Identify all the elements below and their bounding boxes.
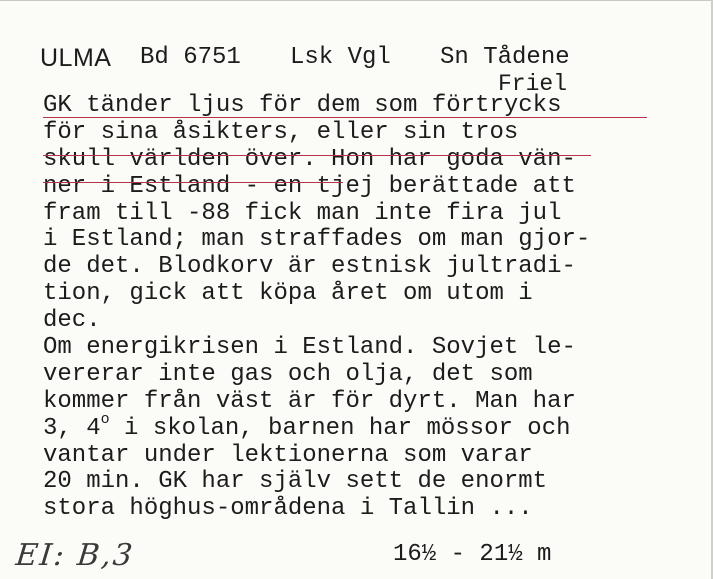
text-line: kommer från väst är för dyrt. Man har [43, 387, 576, 415]
text-line: dec. [43, 307, 101, 335]
text-line: Om energikrisen i Estland. Sovjet le- [43, 334, 576, 362]
temp-suffix: i skolan, barnen har mössor och [109, 414, 571, 442]
card-top-edge [0, 0, 713, 3]
socken: Sn Tådene [440, 44, 570, 71]
card-header [0, 44, 713, 97]
archive-name: ULMA [40, 44, 112, 72]
red-underline [43, 117, 647, 118]
card-body-text [43, 93, 703, 523]
text-line: för sina åsikters, eller sin tros [43, 118, 519, 146]
text-line: vantar under lektionerna som varar [43, 441, 533, 469]
text-line: skull världen över. Hon har goda vän- [43, 145, 576, 173]
red-underline [43, 182, 343, 183]
red-underline [43, 155, 591, 156]
handwritten-classification: EI: B,3 [14, 538, 136, 573]
socken-extra: Friel [498, 71, 568, 97]
text-line: 20 min. GK har själv sett de enormt [43, 468, 548, 496]
timing-range: 16½ - 21½ m [393, 541, 552, 568]
text-line: i Estland; man straffades om man gjor- [43, 226, 591, 254]
text-line: fram till -88 fick man inte fira jul [43, 199, 562, 227]
landskap: Lsk Vgl [290, 44, 391, 71]
text-line: ner i Estland - en tjej berättade att [43, 172, 576, 200]
text-line: stora höghus-områdena i Tallin ... [43, 495, 533, 523]
text-line: tion, gick att köpa året om utom i [43, 280, 533, 308]
text-line: de det. Blodkorv är estnisk jultradi- [43, 253, 576, 281]
signum: Bd 6751 [140, 44, 241, 71]
degree-mark: o [100, 410, 110, 428]
text-line: GK tänder ljus för dem som förtrycks [43, 92, 562, 119]
temp-prefix: 3, 4 [43, 414, 101, 442]
text-line: vererar inte gas och olja, det som [43, 360, 533, 388]
text-line-temperature [43, 410, 703, 443]
